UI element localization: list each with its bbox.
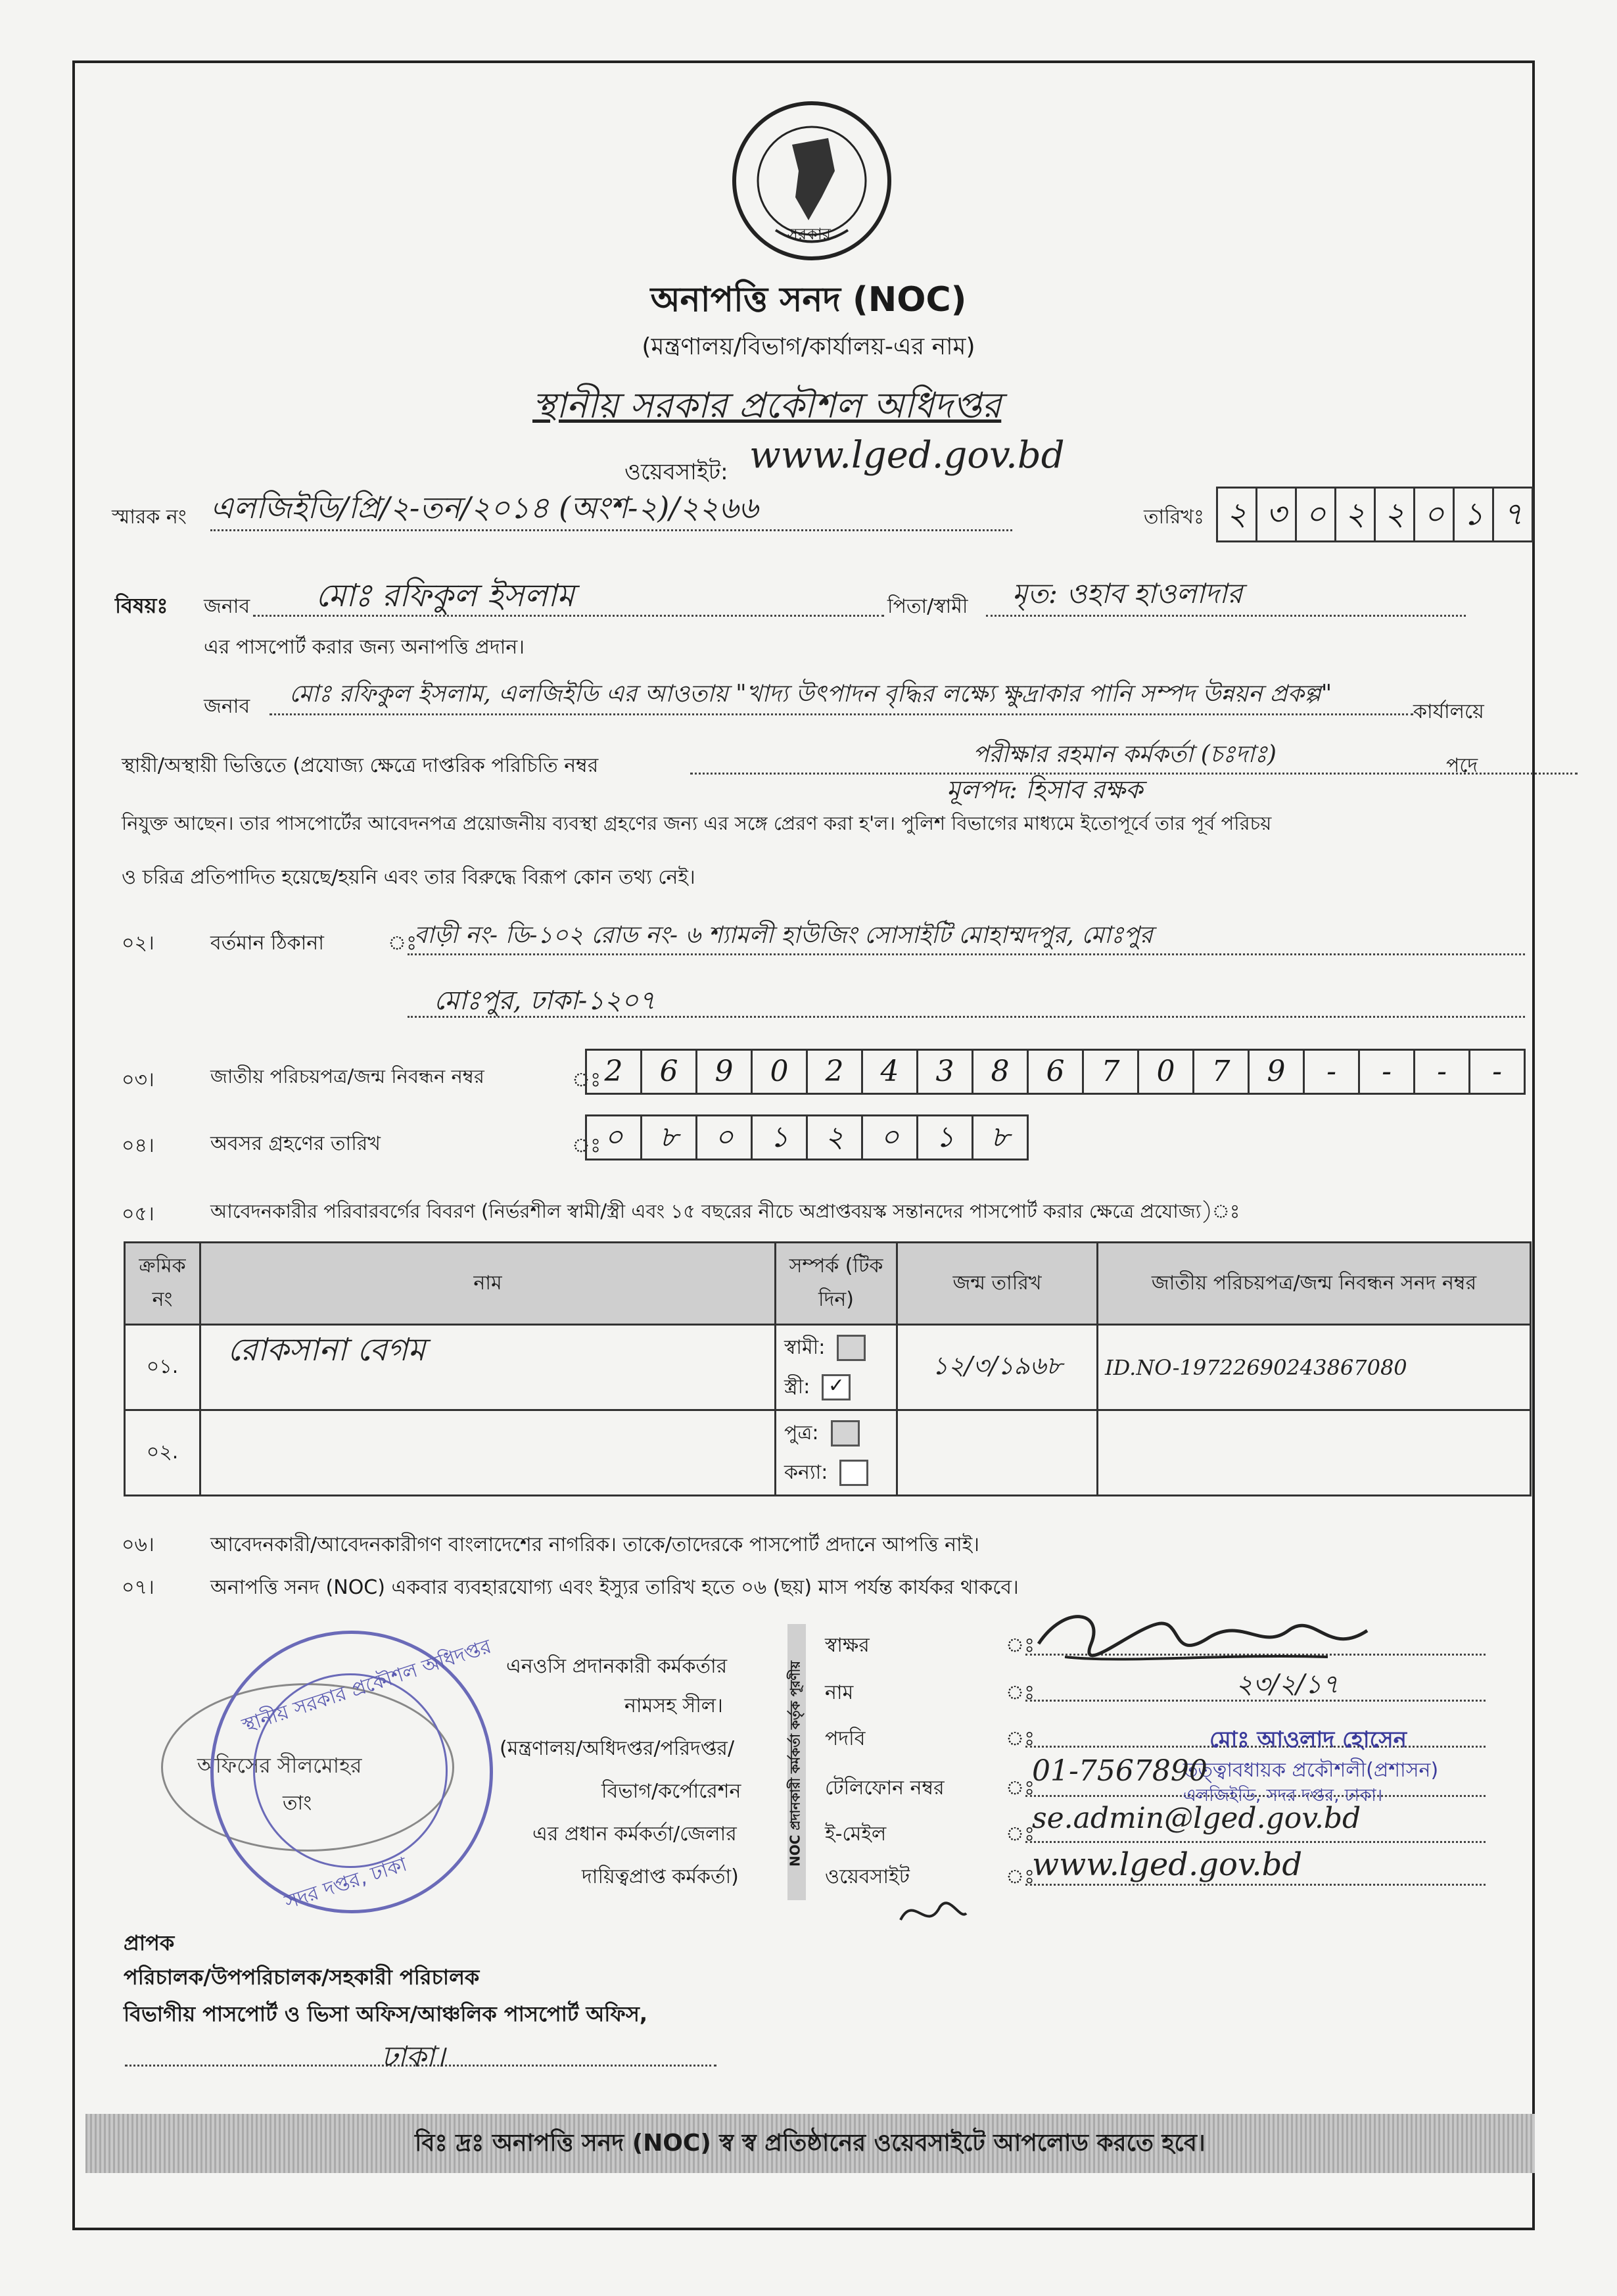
row-dob [897, 1410, 1098, 1496]
body-mr-label: জনাব [204, 695, 250, 718]
field-phone-label: টেলিফোন নম্বর [825, 1777, 945, 1800]
retirement-digit-box: ০ [861, 1114, 918, 1160]
father-label: পিতা/স্বামী [887, 595, 968, 618]
item02-label: বর্তমান ঠিকানা [210, 932, 324, 955]
retirement-digit-box: ৮ [972, 1114, 1029, 1160]
nid-digit-box: 9 [1248, 1049, 1305, 1095]
office-suffix: কার্যালয়ে [1413, 700, 1484, 723]
field-colon: ঃ [1006, 1681, 1035, 1704]
header-name: নাম [200, 1243, 776, 1325]
row-nid [1098, 1410, 1531, 1496]
nid-digit-box: 7 [1192, 1049, 1250, 1095]
table-row [125, 1410, 1531, 1496]
issuer-line: দায়িত্বপ্রাপ্ত কর্মকর্তা) [582, 1865, 739, 1888]
field-website-label: ওয়েবসাইট [825, 1865, 910, 1888]
nid-digit-box: 2 [806, 1049, 863, 1095]
husband-checkbox[interactable] [837, 1335, 866, 1361]
relation-wife [784, 1368, 895, 1407]
item05-num: ০৫। [122, 1203, 154, 1226]
header-relation: সম্পর্ক (টিক দিন) [776, 1243, 897, 1325]
address-line2: মোঃপুর, ঢাকা-১২০৭ [434, 986, 656, 1016]
item04-colon: ঃ [572, 1134, 601, 1157]
field-name-label: নাম [825, 1681, 854, 1704]
retirement-digit-box: ২ [806, 1114, 863, 1160]
retirement-digit-box: ৮ [640, 1114, 697, 1160]
retirement-digit-box: ০ [695, 1114, 753, 1160]
relation-son [784, 1414, 895, 1453]
recipient-line2: বিভাগীয় পাসপোর্ট ও ভিসা অফিস/আঞ্চলিক পাসপোর্ট অফিস, [124, 2001, 648, 2026]
date-digit-box: ৭ [1492, 487, 1534, 542]
recipient-city: ঢাকা। [381, 2040, 445, 2074]
row-relation [776, 1325, 897, 1410]
wife-checkbox[interactable]: ✓ [822, 1374, 851, 1400]
item04-num: ০৪। [122, 1134, 154, 1157]
date-digit-box: ৩ [1255, 487, 1297, 542]
item07-text: অনাপত্তি সনদ (NOC) একবার ব্যবহারযোগ্য এবং ইস্যুর তারিখ হতে ০৬ (ছয়) মাস পর্যন্ত কার্যকর থাকবে। [210, 1576, 1019, 1599]
nid-digit-box: 3 [916, 1049, 973, 1095]
field-colon: ঃ [1006, 1823, 1035, 1846]
body-mr-value: মোঃ রফিকুল ইসলাম, এলজিইডি এর আওতায় "খাদ্য উৎপাদন বৃদ্ধির লক্ষ্যে ক্ষুদ্রাকার পানি সম্পদ উন্নয়ন প্রকল্প" [289, 681, 1332, 707]
item03-colon: ঃ [572, 1068, 601, 1091]
nid-digit-box: - [1358, 1049, 1415, 1095]
subject-dots [253, 615, 884, 617]
signature-date: ২৩/২/১৭ [1236, 1669, 1339, 1700]
relation-daughter [784, 1453, 895, 1493]
government-emblem [730, 99, 894, 263]
field-colon: ঃ [1006, 1777, 1035, 1800]
relation-wife-label: স্ত্রী: [784, 1375, 810, 1399]
date-digit-box: ২ [1216, 487, 1257, 542]
field-signature-label: স্বাক্ষর [825, 1634, 870, 1657]
item07-num: ০৭। [122, 1576, 154, 1599]
retirement-digit-box: ০ [585, 1114, 642, 1160]
table-row [125, 1325, 1531, 1410]
issuer-line: (মন্ত্রণালয়/অধিদপ্তর/পরিদপ্তর/ [500, 1737, 735, 1760]
recipient-label: প্রাপক [124, 1930, 175, 1955]
field-email-label: ই-মেইল [825, 1823, 887, 1846]
issuer-line: এনওসি প্রদানকারী কর্মকর্তার [506, 1655, 728, 1678]
field-designation-label: পদবি [825, 1727, 866, 1750]
emblem-bottom-text: সরকার [787, 225, 832, 243]
row-serial: ০২. [125, 1410, 200, 1496]
nid-digit-box: 0 [1137, 1049, 1194, 1095]
item04-label: অবসর গ্রহণের তারিখ [210, 1132, 381, 1155]
officer-website: www.lged.gov.bd [1032, 1846, 1303, 1883]
address-line1: বাড়ী নং- ডি-১০২ রোড নং- ৬ শ্যামলী হাউজিং সোসাইটি মোহাম্মদপুর, মোঃপুর [414, 922, 1153, 949]
son-checkbox[interactable] [831, 1420, 860, 1447]
officer-signature [1025, 1591, 1433, 1699]
page-subtitle: (মন্ত্রণালয়/বিভাগ/কার্যালয়-এর নাম) [642, 333, 975, 360]
body-line3-prefix: স্থায়ী/অস্থায়ী ভিত্তিতে (প্রযোজ্য ক্ষেত্রে দাপ্তরিক পরিচিতি নম্বর [122, 754, 599, 777]
subject-mr-label: জনাব [204, 595, 250, 618]
office-name: স্থানীয় সরকার প্রকৌশল অধিদপ্তর [532, 385, 1002, 426]
field-colon: ঃ [1006, 1727, 1035, 1750]
field-colon: ঃ [1006, 1865, 1035, 1888]
footer-note: বিঃ দ্রঃ অনাপত্তি সনদ (NOC) স্ব স্ব প্রতিষ্ঠানের ওয়েবসাইটে আপলোড করতে হবে। [85, 2114, 1535, 2173]
date-digit-box: ১ [1453, 487, 1494, 542]
family-table-header [125, 1243, 1531, 1325]
issuer-line: বিভাগ/কর্পোরেশন [601, 1780, 741, 1803]
header-dob: জন্ম তারিখ [897, 1243, 1098, 1325]
issuer-line: নামসহ সীল। [624, 1694, 723, 1717]
item03-label: জাতীয় পরিচয়পত্র/জন্ম নিবন্ধন নম্বর [210, 1065, 484, 1088]
header-nid: জাতীয় পরিচয়পত্র/জন্ম নিবন্ধন সনদ নম্বর [1098, 1243, 1531, 1325]
nid-digit-box: 8 [972, 1049, 1029, 1095]
item02-colon: ঃ [388, 932, 417, 955]
website-value: www.lged.gov.bd [749, 434, 1065, 477]
row-name [200, 1410, 776, 1496]
address-dots2 [408, 1016, 1525, 1018]
memo-value: এলজিইডি/প্রি/২-তন/২০১৪ (অংশ-২)/২২৬৬ [210, 490, 759, 525]
retirement-digit-box: ১ [751, 1114, 808, 1160]
date-digit-box: ০ [1295, 487, 1336, 542]
issuer-line: এর প্রধান কর্মকর্তা/জেলার [532, 1823, 737, 1846]
date-digit-box: ২ [1334, 487, 1376, 542]
row-name: রোকসানা বেগম [200, 1325, 776, 1410]
nid-digit-box: 2 [585, 1049, 642, 1095]
nid-digit-box: 6 [640, 1049, 697, 1095]
body-line4: নিযুক্ত আছেন। তার পাসপোর্টের আবেদনপত্র প্রয়োজনীয় ব্যবস্থা গ্রহণের জন্য এর সঙ্গে প্রেরণ করা হ'ল। পুলিশ বিভাগের মাধ্যমে ইতোপূর্বে তার পূর্ব পরিচয় [122, 812, 1272, 834]
father-value: মৃত: ওহাব হাওলাদার [1012, 577, 1243, 610]
nid-digit-box: 4 [861, 1049, 918, 1095]
officer-phone: 01-7567890 [1032, 1754, 1207, 1788]
recipient-line1: পরিচালক/উপপরিচালক/সহকারী পরিচালক [124, 1965, 480, 1990]
relation-daughter-label: কন্যা: [784, 1460, 828, 1484]
officer-office: এলজিইডি, সদর দপ্তর, ঢাকা। [1183, 1786, 1383, 1806]
subject-name: মোঃ রফিকুল ইসলাম [316, 577, 574, 614]
date-digit-box: ০ [1413, 487, 1455, 542]
nid-digit-box: - [1413, 1049, 1470, 1095]
body-dots [270, 713, 1413, 715]
daughter-checkbox[interactable] [839, 1460, 868, 1486]
website-label: ওয়েবসাইট: [624, 459, 728, 485]
body-line3-hand: পরীক্ষার রহমান কর্মকর্তা (চঃদাঃ) [973, 741, 1277, 768]
family-table [124, 1241, 1532, 1496]
issuer-vertical-label [787, 1624, 806, 1900]
field-dots [1025, 1841, 1486, 1843]
relation-son-label: পুত্র: [784, 1421, 819, 1445]
nid-digit-box: 9 [695, 1049, 753, 1095]
memo-dots [210, 529, 1012, 531]
item06-num: ০৬। [122, 1533, 154, 1556]
page-title: অনাপত্তি সনদ (NOC) [650, 280, 967, 320]
subject-label: বিষয়ঃ [115, 593, 168, 618]
row-dob: ১২/৩/১৯৬৮ [897, 1325, 1098, 1410]
office-seal-label: অফিসের সীলমোহর [197, 1753, 362, 1778]
body-line3-hand2: মূলপদ: হিসাব রক্ষক [947, 775, 1143, 804]
nid-digit-box: - [1303, 1049, 1360, 1095]
address-dots1 [408, 953, 1525, 955]
office-seal-date-label: তাং [283, 1792, 312, 1815]
item06-text: আবেদনকারী/আবেদনকারীগণ বাংলাদেশের নাগরিক। তাকে/তাদেরকে পাসপোর্ট প্রদানে আপত্তি নাই। [210, 1533, 980, 1556]
row-relation [776, 1410, 897, 1496]
round-seal-bottom: সদর দপ্তর, ঢাকা [282, 1853, 410, 1915]
item03-num: ০৩। [122, 1068, 154, 1091]
field-dots [1025, 1884, 1486, 1886]
memo-label: স্মারক নং [112, 506, 187, 529]
item05-label: আবেদনকারীর পরিবারবর্গের বিবরণ (নির্ভরশীল স্বামী/স্ত্রী এবং ১৫ বছরের নীচে অপ্রাপ্তবয়স্ক সন্তানদের পাসপোর্ট করার ক্ষেত্রে প্রযোজ্য)ঃ [210, 1200, 1240, 1222]
father-dots [986, 615, 1466, 617]
nid-digit-box: - [1468, 1049, 1526, 1095]
body-line5: ও চরিত্র প্রতিপাদিত হয়েছে/হয়নি এবং তার বিরুদ্ধে বিরূপ কোন তথ্য নেই। [122, 866, 695, 889]
date-label: তারিখঃ [1144, 506, 1204, 529]
subject-line2: এর পাসপোর্ট করার জন্য অনাপত্তি প্রদান। [204, 636, 525, 659]
body-line3-suffix: পদে [1446, 754, 1478, 777]
row-nid: ID.NO-19722690243867080 [1098, 1325, 1531, 1410]
nid-digit-box: 7 [1082, 1049, 1139, 1095]
issuer-vertical-text: NOC প্রদানকারী কর্মকর্তা কর্তৃক পূরণীয় [787, 1660, 803, 1867]
retirement-digit-box: ১ [916, 1114, 973, 1160]
item02-num: ০২। [122, 932, 154, 955]
header-serial: ক্রমিক নং [125, 1243, 200, 1325]
relation-husband-label: স্বামী: [784, 1335, 826, 1359]
field-colon: ঃ [1006, 1634, 1035, 1657]
relation-husband [784, 1328, 895, 1368]
round-seal-text: স্থানীয় সরকার প্রকৌশল অধিদপ্তর [239, 1635, 494, 1738]
officer-name: মোঃ আওলাদ হোসেন [1209, 1727, 1407, 1753]
officer-designation: তত্ত্বাবধায়ক প্রকৌশলী(প্রশাসন) [1183, 1759, 1439, 1782]
initials-mark [894, 1887, 973, 1942]
date-digit-box: ২ [1374, 487, 1415, 542]
nid-digit-box: 0 [751, 1049, 808, 1095]
nid-digit-box: 6 [1027, 1049, 1084, 1095]
row-serial: ০১. [125, 1325, 200, 1410]
officer-email: se.admin@lged.gov.bd [1032, 1802, 1361, 1835]
